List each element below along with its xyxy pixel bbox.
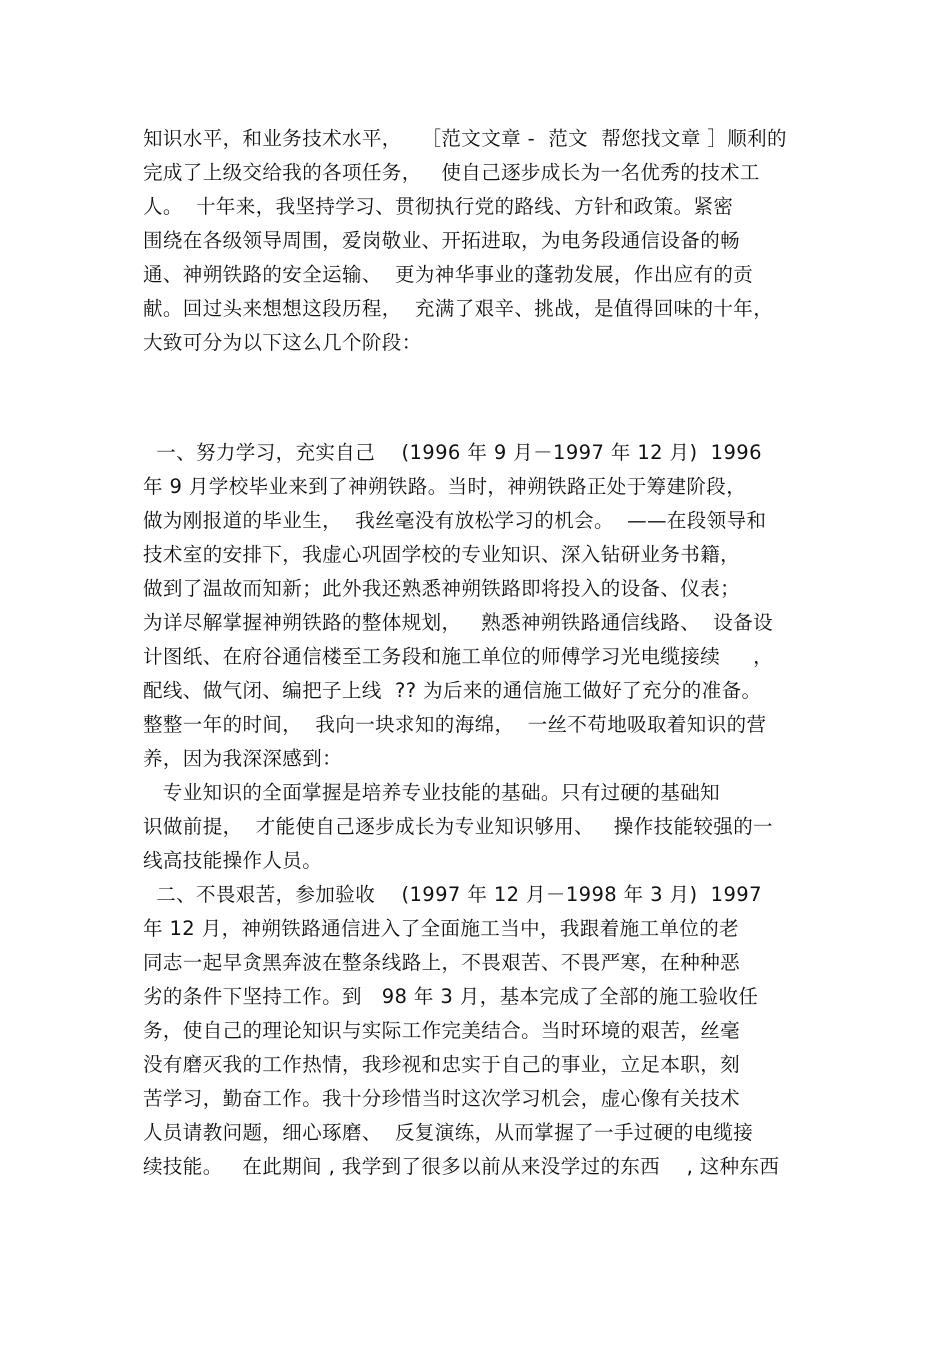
text-line: 计图纸、在府谷通信楼至工务段和施工单位的师傅学习光电缆接续 ， xyxy=(143,645,773,668)
text-line: 献。回过头来想想这段历程， 充满了艰辛、挑战，是值得回味的十年， xyxy=(143,297,774,320)
text-line: 整整一年的时间， 我向一块求知的海绵， 一丝不苟地吸取着知识的营 xyxy=(143,713,767,736)
text-line: 大致可分为以下这么几个阶段： xyxy=(143,331,422,354)
text-line: 年 12 月，神朔铁路通信进入了全面施工当中，我跟着施工单位的老 xyxy=(143,917,740,940)
text-line: 养，因为我深深感到： xyxy=(143,747,343,770)
section-heading-line: 一、努力学习，充实自己 (1996 年 9 月－1997 年 12 月) 1996 xyxy=(143,441,762,464)
section-heading-line: 二、不畏艰苦，参加验收 (1997 年 12 月－1998 年 3 月) 1997 xyxy=(143,883,762,906)
text-line: 做为刚报道的毕业生， 我丝毫没有放松学习的机会。 ——在段领导和 xyxy=(143,509,767,532)
text-line: 线高技能操作人员。 xyxy=(143,849,323,872)
text-line: 知识水平，和业务技术水平， ［范文文章 - 范文 帮您找文章 ］顺利的 xyxy=(143,127,787,150)
text-line: 配线、做气闭、编把子上线 ?? 为后来的通信施工做好了充分的准备。 xyxy=(143,679,762,702)
text-line: 劣的条件下坚持工作。到 98 年 3 月，基本完成了全部的施工验收任 xyxy=(143,985,759,1008)
text-line: 苦学习，勤奋工作。我十分珍惜当时这次学习机会，虚心像有关技术 xyxy=(143,1087,741,1110)
text-line: 年 9 月学校毕业来到了神朔铁路。当时，神朔铁路正处于筹建阶段， xyxy=(143,475,747,498)
text-line: 续技能。 在此期间 , 我学到了很多以前从来没学过的东西 , 这种东西 xyxy=(143,1155,780,1178)
text-line: 专业知识的全面掌握是培养专业技能的基础。只有过硬的基础知 xyxy=(143,781,720,804)
text-line: 没有磨灭我的工作热情，我珍视和忠实于自己的事业，立足本职，刻 xyxy=(143,1053,741,1076)
text-line: 人。 十年来，我坚持学习、贯彻执行党的路线、方针和政策。紧密 xyxy=(143,195,734,218)
text-line: 为详尽解掌握神朔铁路的整体规划， 熟悉神朔铁路通信线路、 设备设 xyxy=(143,611,773,634)
text-line: 务，使自己的理论知识与实际工作完美结合。当时环境的艰苦，丝毫 xyxy=(143,1019,741,1042)
text-line: 识做前提， 才能使自己逐步成长为专业知识够用、 操作技能较强的一 xyxy=(143,815,773,838)
text-line: 围绕在各级领导周围，爱岗敬业、开拓进取，为电务段通信设备的畅 xyxy=(143,229,741,252)
text-line: 通、神朔铁路的安全运输、 更为神华事业的蓬勃发展，作出应有的贡 xyxy=(143,263,754,286)
text-line: 技术室的安排下，我虚心巩固学校的专业知识、深入钻研业务书籍， xyxy=(143,543,741,566)
text-line: 同志一起早贪黑奔波在整条线路上，不畏艰苦、不畏严寒，在种种恶 xyxy=(143,951,741,974)
text-line: 人员请教问题，细心琢磨、 反复演练，从而掌握了一手过硬的电缆接 xyxy=(143,1121,754,1144)
text-line: 完成了上级交给我的各项任务， 使自己逐步成长为一名优秀的技术工 xyxy=(143,161,760,184)
text-line: 做到了温故而知新；此外我还熟悉神朔铁路即将投入的设备、仪表； xyxy=(143,577,741,600)
